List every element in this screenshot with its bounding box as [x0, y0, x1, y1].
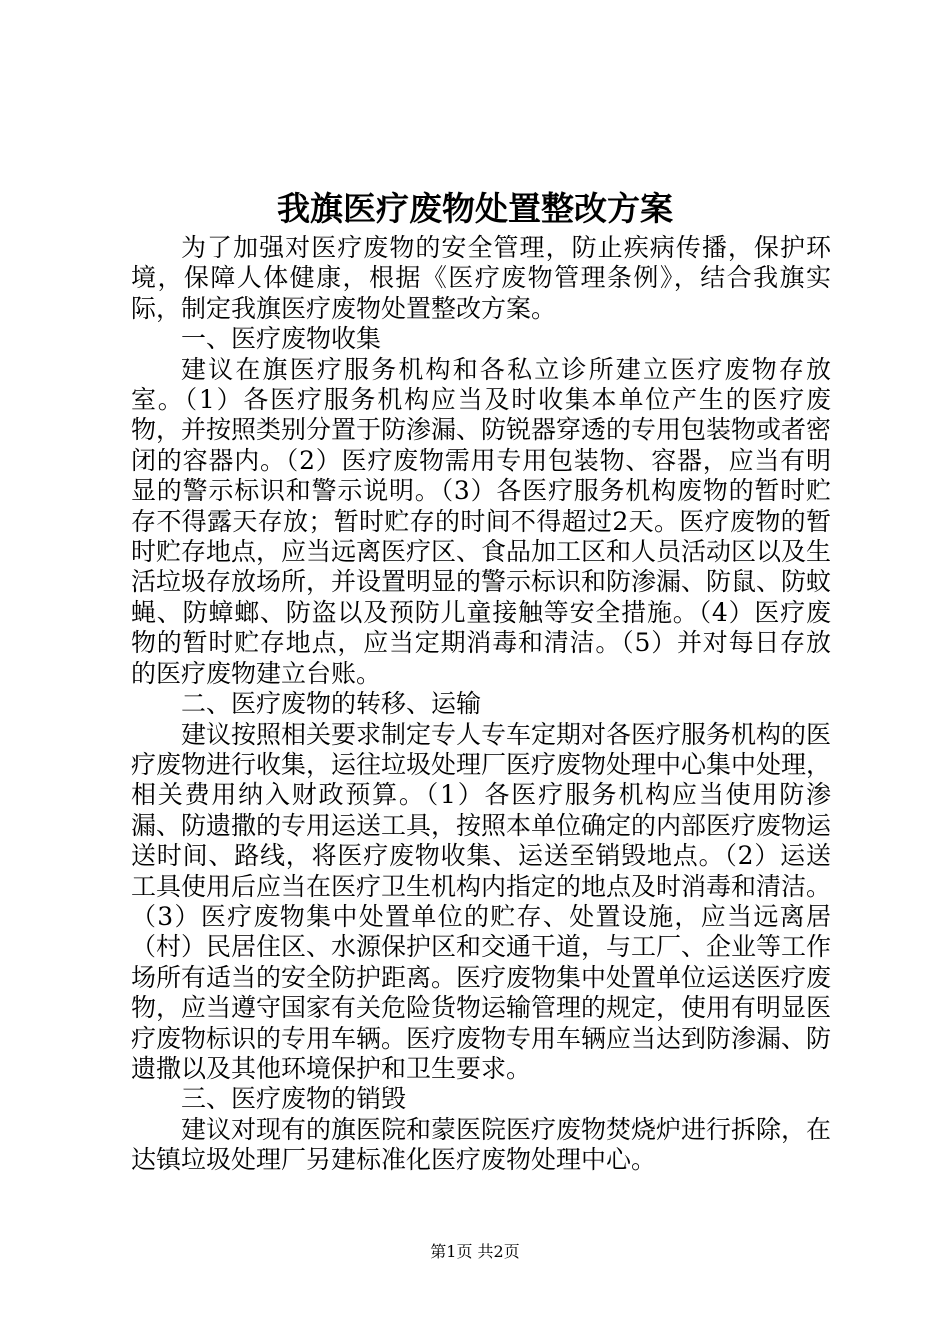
collection-paragraph: 建议在旗医疗服务机构和各私立诊所建立医疗废物存放室。（1）各医疗服务机构应当及时收集本单位产生的医疗废物，并按照类别分置于防渗漏、防锐器穿透的专用包装物或者密闭的容器内。（2）医疗废物需用专用包装物、容器，应当有明显的警示标识和警示说明。（3）各医疗服务机构废物的暂时贮存不得露天存放；暂时贮存的时间不得超过2天。医疗废物的暂时贮存地点，应当远离医疗区、食品加工区和人员活动区以及生活垃圾存放场所，并设置明显的警示标识和防渗漏、防鼠、防蚊蝇、防蟑螂、防盗以及预防儿童接触等安全措施。（4）医疗废物的暂时贮存地点，应当定期消毒和清洁。（5）并对每日存放的医疗废物建立台账。 [131, 354, 832, 688]
document-title: 我旗医疗废物处置整改方案 [277, 189, 673, 228]
page-number-footer: 第1页 共2页 [430, 1242, 520, 1261]
section-heading-disposal: 三、医疗废物的销毁 [181, 1084, 407, 1114]
section-heading-collection: 一、医疗废物收集 [181, 324, 382, 354]
transport-paragraph: 建议按照相关要求制定专人专车定期对各医疗服务机构的医疗废物进行收集，运往垃圾处理厂医疗废物处理中心集中处理，相关费用纳入财政预算。（1）各医疗服务机构应当使用防渗漏、防遗撒的专用运送工具，按照本单位确定的内部医疗废物运送时间、路线，将医疗废物收集、运送至销毁地点。（2）运送工具使用后应当在医疗卫生机构内指定的地点及时消毒和清洁。（3）医疗废物集中处置单位的贮存、处置设施，应当远离居（村）民居住区、水源保护区和交通干道，与工厂、企业等工作场所有适当的安全防护距离。医疗废物集中处置单位运送医疗废物，应当遵守国家有关危险货物运输管理的规定，使用有明显医疗废物标识的专用车辆。医疗废物专用车辆应当达到防渗漏、防遗撒以及其他环境保护和卫生要求。 [131, 719, 832, 1083]
disposal-paragraph: 建议对现有的旗医院和蒙医院医疗废物焚烧炉进行拆除，在达镇垃圾处理厂另建标准化医疗废物处理中心。 [131, 1114, 832, 1175]
document-body [131, 233, 831, 1176]
section-heading-transport: 二、医疗废物的转移、运输 [181, 689, 482, 719]
intro-paragraph: 为了加强对医疗废物的安全管理，防止疾病传播，保护环境，保障人体健康，根据《医疗废物管理条例》，结合我旗实际，制定我旗医疗废物处置整改方案。 [131, 233, 831, 323]
